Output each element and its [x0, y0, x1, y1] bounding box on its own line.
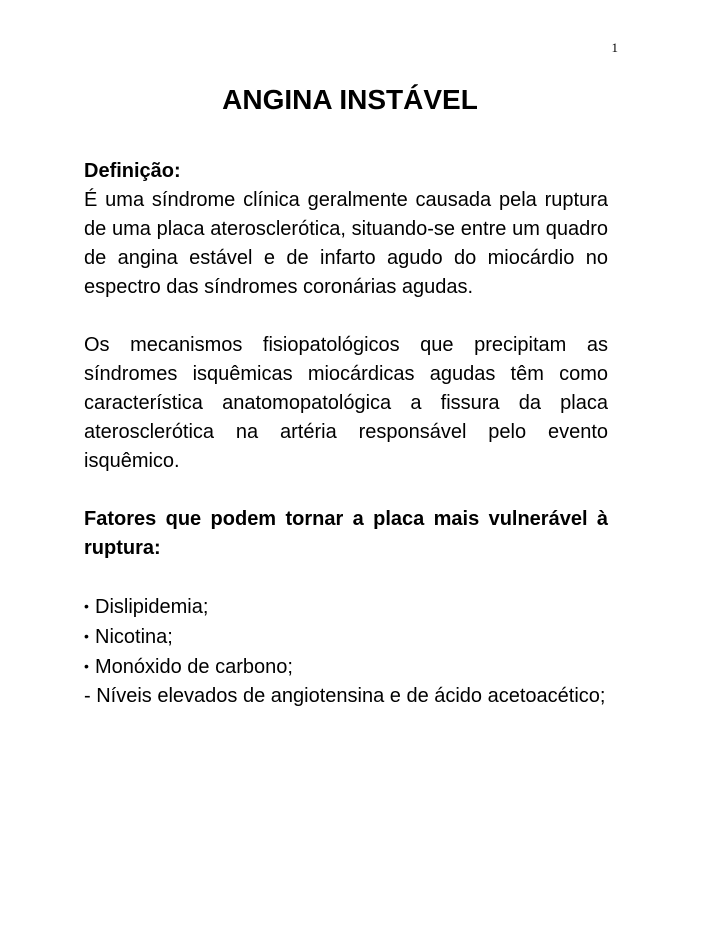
bullet-icon: • — [84, 658, 89, 674]
document-body — [84, 157, 608, 711]
list-item-text: Monóxido de carbono; — [95, 656, 293, 678]
list-item-text: Nicotina; — [95, 626, 173, 648]
dash-marker: - — [84, 685, 91, 707]
list-item — [84, 592, 608, 622]
paragraph-spacer — [84, 302, 608, 331]
factors-heading: Fatores que podem tornar a placa mais vulnerável à ruptura: — [84, 508, 608, 559]
bullet-icon: • — [84, 598, 89, 614]
paragraph-spacer — [84, 476, 608, 505]
list-item-text: Níveis elevados de angiotensina e de ácido acetoacético; — [96, 685, 606, 707]
definition-paragraph: É uma síndrome clínica geralmente causada pela ruptura de uma placa aterosclerótica, situando-se entre um quadro de angina estável e de infarto agudo do miocárdio no espectro das síndromes coronárias agudas. — [84, 189, 608, 298]
list-item — [84, 622, 608, 652]
list-item — [84, 682, 608, 711]
paragraph-spacer — [84, 563, 608, 592]
list-item — [84, 652, 608, 682]
mechanisms-paragraph: Os mecanismos fisiopatológicos que precipitam as síndromes isquêmicas miocárdicas agudas têm como característica anatomopatológica a fissura da placa aterosclerótica na artéria responsável pelo evento isquêmico. — [84, 334, 608, 472]
factors-list — [84, 592, 608, 711]
page-title: ANGINA INSTÁVEL — [222, 84, 478, 115]
page-number: 1 — [611, 40, 618, 55]
bullet-icon: • — [84, 628, 89, 644]
list-item-text: Dislipidemia; — [95, 596, 209, 618]
definition-heading: Definição: — [84, 160, 181, 182]
